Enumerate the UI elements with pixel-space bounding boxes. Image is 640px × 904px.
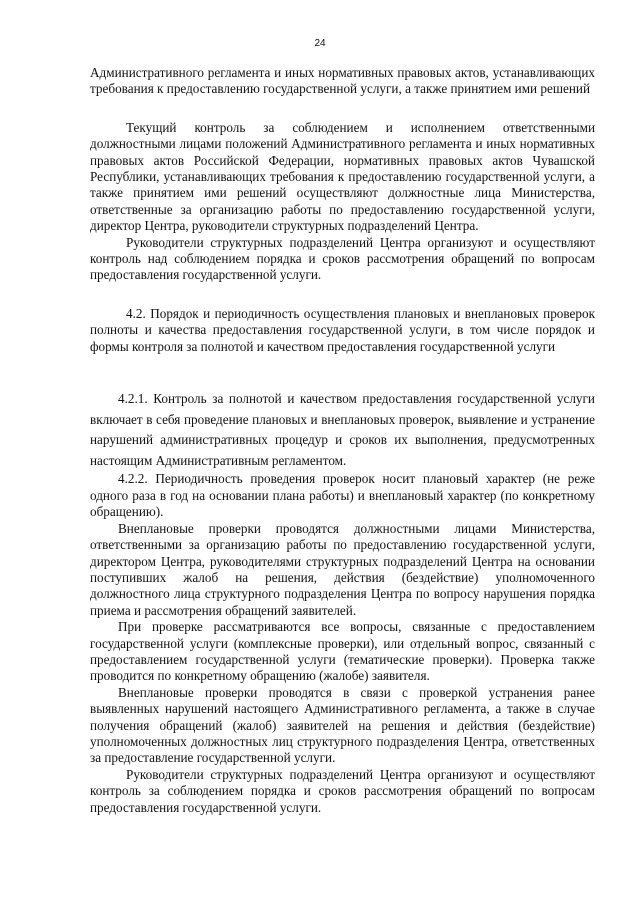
- paragraph-heads-control: Руководители структурных подразделений Центра организуют и осуществляют контроль над соблюдением порядка и сроков рассмотрения обращений по вопросам предоставления государственной услуги.: [90, 234, 595, 283]
- paragraph-unscheduled-reasons: Внеплановые проверки проводятся в связи с проверкой устранения ранее выявленных нарушений настоящего Административного регламента, а также в случае получения обращений (жалоб) заявителей на решения и действия (бездействие) уполномоченных должностных лиц структурного подразделения Центра, ответственных за предоставление государственной услуги.: [90, 684, 595, 766]
- paragraph-heads-control-final: Руководители структурных подразделений Центра организуют и осуществляют контроль за соблюдением порядка и сроков рассмотрения обращений по вопросам предоставления государственной услуги.: [90, 766, 595, 815]
- paragraph-unscheduled-inspections: Внеплановые проверки проводятся должностными лицами Министерства, ответственными за организацию работы по предоставлению государственной услуги, директором Центра, руководителями структурных подразделений Центра на основании поступивших жалоб на решения, действия (бездействие) уполномоченного должностного лица структурного подразделения Центра по вопросу нарушения порядка приема и рассмотрения обращений заявителей.: [90, 520, 595, 618]
- paragraph-4-2-2: 4.2.2. Периодичность проведения проверок носит плановый характер (не реже одного раза в год на основании плана работы) и внеплановый характер (по конкретному обращению).: [90, 471, 595, 520]
- document-body: [90, 65, 595, 816]
- paragraph-continuation: Административного регламента и иных нормативных правовых актов, устанавливающих требования к предоставлению государственной услуги, а также принятием ими решений: [90, 65, 595, 97]
- page-number: 24: [314, 38, 326, 49]
- paragraph-inspection-scope: При проверке рассматриваются все вопросы, связанные с предоставлением государственной услуги (комплексные проверки), или отдельный вопрос, связанный с предоставлением государственной услуги (тематические проверки). Проверка также проводится по конкретному обращению (жалобе) заявителя.: [90, 619, 595, 684]
- paragraph-current-control: Текущий контроль за соблюдением и исполнением ответственными должностными лицами положений Административного регламента и иных нормативных правовых актов Российской Федерации, нормативных правовых актов Чувашской Республики, устанавливающих требования к предоставлению государственной услуги, а также принятием ими решений осуществляют должностные лица Министерства, ответственные за организацию работы по предоставлению государственной услуги, директор Центра, руководители структурных подразделений Центра.: [90, 119, 595, 234]
- section-heading-4-2: 4.2. Порядок и периодичность осуществления плановых и внеплановых проверок полноты и качества предоставления государственной услуги, в том числе порядок и формы контроля за полнотой и качеством предоставления государственной услуги: [90, 305, 595, 354]
- paragraph-4-2-1: 4.2.1. Контроль за полнотой и качеством предоставления государственной услуги включает в себя проведение плановых и внеплановых проверок, выявление и устранение нарушений административных процедур и сроков их выполнения, предусмотренных настоящим Административным регламентом.: [90, 391, 595, 468]
